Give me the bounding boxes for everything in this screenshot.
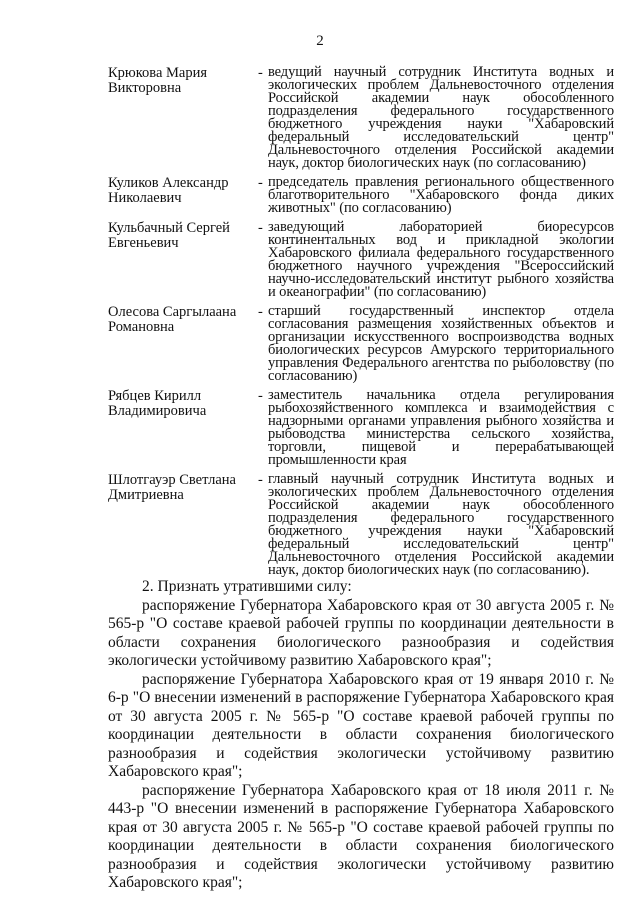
member-name: Шлотгауэр Светлана Дмитриевна <box>108 472 236 503</box>
member-row <box>108 305 614 383</box>
dash: - <box>258 472 263 488</box>
member-list <box>108 66 614 583</box>
dash: - <box>258 388 263 404</box>
member-row <box>108 66 614 170</box>
member-row <box>108 221 614 299</box>
dash: - <box>258 65 263 81</box>
member-row <box>108 389 614 467</box>
member-description: главный научный сотрудник Института водных и экологических проблем Дальневосточного отделения Российской академии наук обособленного подразделения федерального государственного бюджетного учреждения науки "Хабаровский федеральный исследовательский центр" Дальневосточного отделения Российской академии наук, доктор биологических наук (по согласованию). <box>268 471 614 578</box>
member-description: заместитель начальника отдела регулирования рыбохозяйственного комплекса и взаимодействия с надзорными органами управления рыбного хозяйства и рыбоводства министерства сельского хозяйства, торговли, пищевой и перерабатывающей промышленности края <box>268 387 614 468</box>
member-name: Крюкова Мария Викторовна <box>108 65 208 96</box>
paragraph: распоряжение Губернатора Хабаровского края от 18 июля 2011 г. № 443-р "О внесении изменений в распоряжение Губернатора Хабаровского края от 30 августа 2005 г. № 565-р "О составе краевой рабочей группы по координации деятельности в области сохранения биологического разнообразия и содействия экологически устойчивому развитию Хабаровского края"; <box>108 781 614 891</box>
member-row <box>108 176 614 215</box>
member-name: Куликов Александр Николаевич <box>108 175 229 206</box>
dash: - <box>258 175 263 191</box>
member-name: Рябцев Кирилл Владимировича <box>108 388 207 419</box>
section-title: 2. Признать утратившими силу: <box>142 578 352 595</box>
dash: - <box>258 304 263 320</box>
section-2 <box>108 578 614 893</box>
page-number: 2 <box>316 33 324 49</box>
member-row <box>108 473 614 577</box>
member-description: заведующий лабораторией биоресурсов континентальных вод и прикладной экологии Хабаровского филиала федерального государственного бюджетного научного учреждения "Всероссийский научно-исследовательский институт рыбного хозяйства и океанографии" (по согласованию) <box>268 219 614 300</box>
member-description: председатель правления регионального общественного благотворительного "Хабаровского фонда диких животных" (по согласованию) <box>268 174 614 216</box>
member-name: Кульбачный Сергей Евгеньевич <box>108 220 230 251</box>
member-name: Олесова Саргылаана Романовна <box>108 304 237 335</box>
paragraph: распоряжение Губернатора Хабаровского края от 30 августа 2005 г. № 565-р "О составе краевой рабочей группы по координации деятельности в области сохранения биологического разнообразия и содействия экологически устойчивому развитию Хабаровского края"; <box>108 596 614 669</box>
paragraph: распоряжение Губернатора Хабаровского края от 19 января 2010 г. № 6-р "О внесении изменений в распоряжение Губернатора Хабаровского края от 30 августа 2005 г. № 565-р "О составе краевой рабочей группы по координации деятельности в области сохранения биологического разнообразия и содействия экологически устойчивому развитию Хабаровского края"; <box>108 670 614 780</box>
dash: - <box>258 220 263 236</box>
member-description: старший государственный инспектор отдела согласования размещения хозяйственных объектов и организации искусственного воспроизводства водных биологических ресурсов Амурского территориального управления Федерального агентства по рыболовству (по согласованию) <box>268 303 614 384</box>
member-description: ведущий научный сотрудник Института водных и экологических проблем Дальневосточного отделения Российской академии наук обособленного подразделения федерального государственного бюджетного учреждения науки "Хабаровский федеральный исследовательский центр" Дальневосточного отделения Российской академии наук, доктор биологических наук (по согласованию) <box>268 64 614 171</box>
